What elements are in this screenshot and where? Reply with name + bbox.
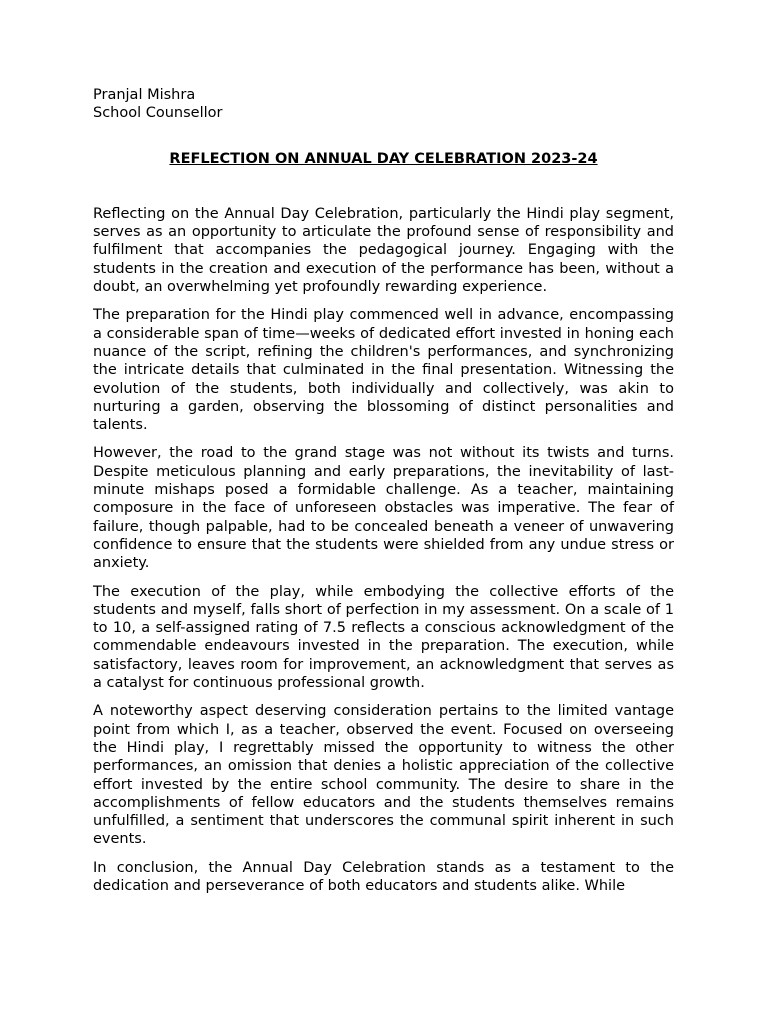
- document-title: REFLECTION ON ANNUAL DAY CELEBRATION 2023-24: [169, 150, 598, 167]
- paragraph: In conclusion, the Annual Day Celebration stands as a testament to the dedication and perseverance of both educators and students alike. While: [93, 859, 674, 894]
- document-content: [93, 86, 674, 905]
- author-block: [93, 86, 674, 123]
- paragraph: A noteworthy aspect deserving consideration pertains to the limited vantage point from which I, as a teacher, observed the event. Focused on overseeing the Hindi play, I regrettably missed the opportunity to witness the other performances, an omission that denies a holistic appreciation of the collective effort invested by the entire school community. The desire to share in the accomplishments of fellow educators and the students themselves remains unfulfilled, a sentiment that underscores the communal spirit inherent in such events.: [93, 703, 674, 848]
- paragraph: However, the road to the grand stage was not without its twists and turns. Despite meticulous planning and early preparations, the inevitability of last-minute mishaps posed a formidable challenge. As a teacher, maintaining composure in the face of unforeseen obstacles was imperative. The fear of failure, though palpable, had to be concealed beneath a veneer of unwavering confidence to ensure that the students were shielded from any undue stress or anxiety.: [93, 445, 674, 572]
- paragraph: The preparation for the Hindi play commenced well in advance, encompassing a considerable span of time—weeks of dedicated effort invested in honing each nuance of the script, refining the children's performances, and synchronizing the intricate details that culminated in the final presentation. Witnessing the evolution of the students, both individually and collectively, was akin to nurturing a garden, observing the blossoming of distinct personalities and talents.: [93, 307, 674, 434]
- document-body: [93, 205, 674, 895]
- author-role: School Counsellor: [93, 105, 223, 122]
- author-name: Pranjal Mishra: [93, 87, 196, 103]
- paragraph: The execution of the play, while embodying the collective efforts of the students and myself, falls short of perfection in my assessment. On a scale of 1 to 10, a self-assigned rating of 7.5 reflects a conscious acknowledgment of the commendable endeavours invested in the preparation. The execution, while satisfactory, leaves room for improvement, an acknowledgment that serves as a catalyst for continuous professional growth.: [93, 583, 674, 692]
- paragraph: Reflecting on the Annual Day Celebration, particularly the Hindi play segment, serves as an opportunity to articulate the profound sense of responsibility and fulfilment that accompanies the pedagogical journey. Engaging with the students in the creation and execution of the performance has been, without a doubt, an overwhelming yet profoundly rewarding experience.: [93, 205, 674, 296]
